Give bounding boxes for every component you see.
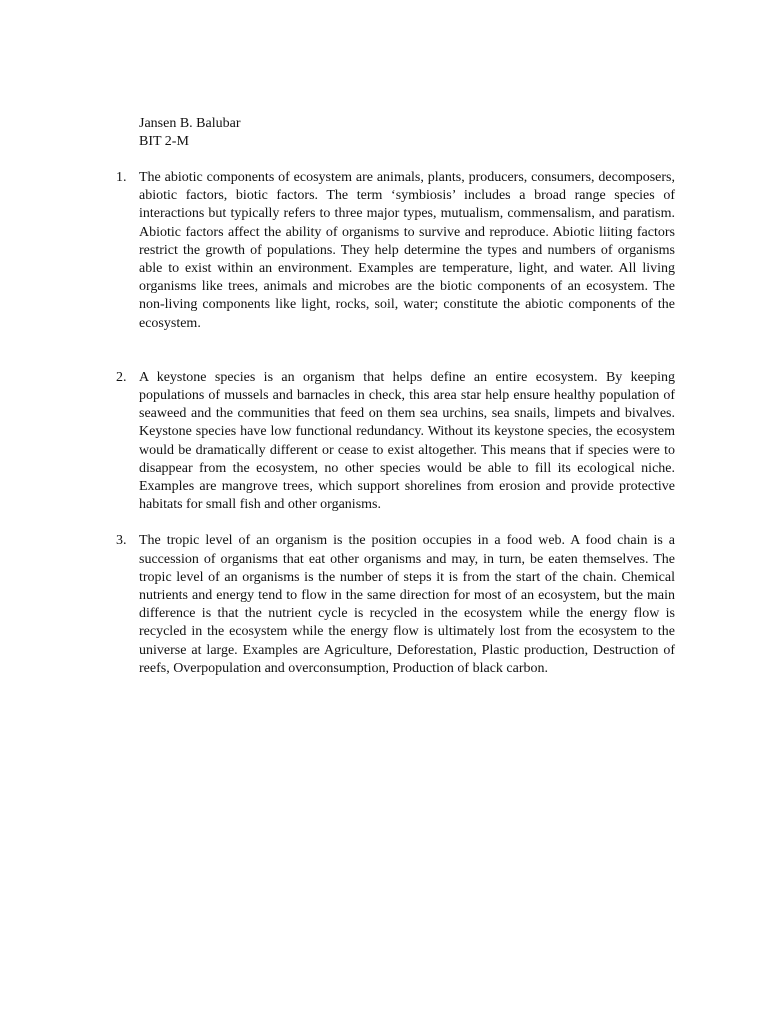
item-number: 1. [116,170,127,185]
item-paragraph: The tropic level of an organism is the position occupies in a food web. A food chain is a succession of organisms that eat other organisms and may, in turn, be eaten themselves. The tropic level of an organisms is the number of steps it is from the start of the chain. Chemical nutrients and energy tend to flow in the same direction for most of an ecosystem, but the main difference is that the nutrient cycle is recycled in the ecosystem while the energy flow is recycled in the ecosystem while the energy flow is ultimately lost from the ecosystem to the universe at large. Examples are Agriculture, Deforestation, Plastic production, Destruction of reefs, Overpopulation and overconsumption, Production of black carbon. [139,533,675,676]
item-paragraph: The abiotic components of ecosystem are animals, plants, producers, consumers, decomposers, abiotic factors, biotic factors. The term ‘symbiosis’ includes a broad range species of interactions but typically refers to three major types, mutualism, commensalism, and paratism. Abiotic factors affect the ability of organisms to survive and reproduce. Abiotic liiting factors restrict the growth of populations. They help determine the types and numbers of organisms able to exist within an environment. Examples are temperature, light, and water. All living organisms like trees, animals and microbes are the biotic components of an ecosystem. The non-living components like light, rocks, soil, water; constitute the abiotic components of the ecosystem. [139,170,675,331]
answer-item-1 [110,169,675,333]
item-number: 3. [116,533,127,549]
author-name: Jansen B. Balubar [139,116,241,131]
answer-item-3 [110,532,675,678]
item-paragraph: A keystone species is an organism that helps define an entire ecosystem. By keeping populations of mussels and barnacles in check, this area star help ensure healthy population of seaweed and the communities that feed on them sea urchins, sea snails, limpets and bivalves. Keystone species have low functional redundancy. Without its keystone species, the ecosystem would be dramatically different or cease to exist altogether. This means that if species were to disappear from the ecosystem, no other species would be able to fill its ecological niche. Examples are mangrove trees, which support shorelines from erosion and provide protective habitats for small fish and other organisms. [139,369,675,513]
answer-item-2 [110,369,675,515]
class-section: BIT 2-M [139,134,189,150]
item-number: 2. [116,369,127,385]
answer-list [110,169,675,678]
document-header [139,115,679,151]
